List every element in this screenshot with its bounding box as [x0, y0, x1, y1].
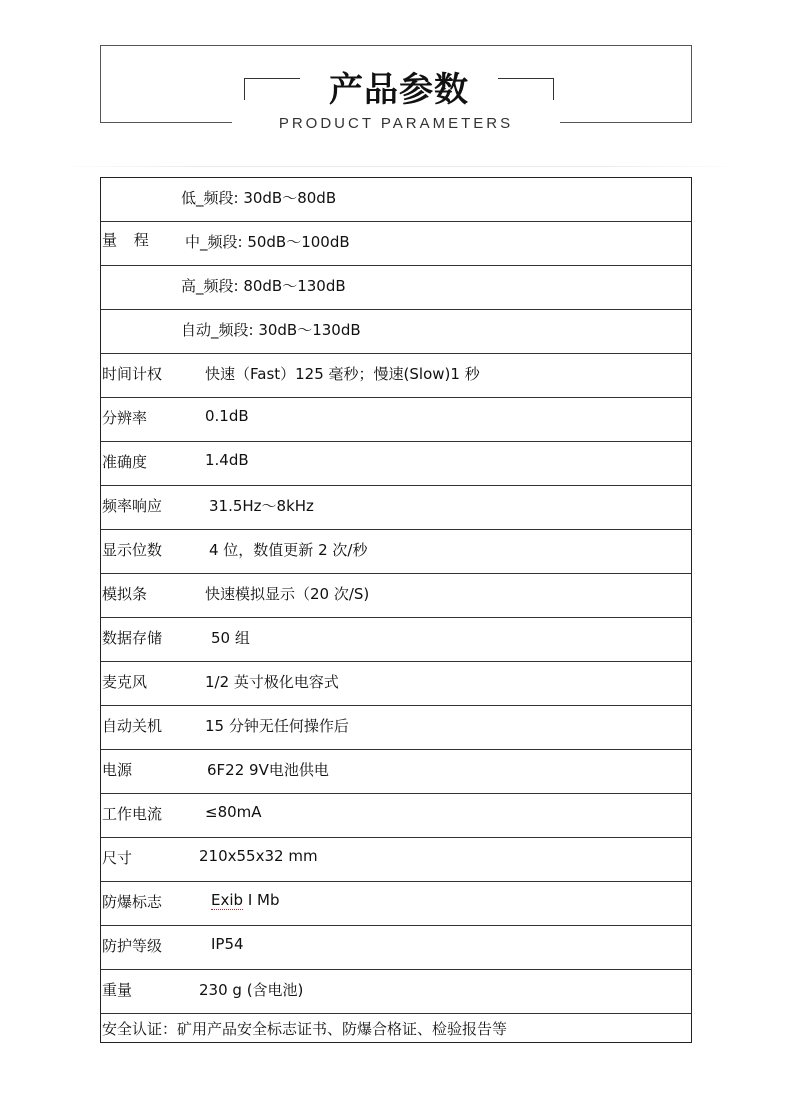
title-bracket-right: [498, 78, 554, 100]
table-row: [101, 266, 691, 310]
table-row: [101, 662, 691, 706]
table-row: [101, 706, 691, 750]
row-value: 210x55x32 mm: [199, 847, 318, 865]
table-row: [101, 750, 691, 794]
page-subtitle: PRODUCT PARAMETERS: [278, 115, 514, 132]
table-row: [101, 486, 691, 530]
row-label: 防护等级: [102, 937, 163, 955]
row-value: 1/2 英寸极化电容式: [205, 673, 339, 691]
table-row: [101, 442, 691, 486]
row-label: 工作电流: [102, 805, 163, 823]
row-value: 自动_频段: 30dB～130dB: [181, 321, 361, 339]
row-value: 230 g (含电池): [199, 981, 304, 999]
row-label: 重量: [102, 981, 133, 999]
row-value-rest: I Mb: [243, 891, 280, 909]
row-label: 防爆标志: [102, 893, 163, 911]
row-value: 1.4dB: [205, 451, 249, 469]
table-row: [101, 574, 691, 618]
row-value: 31.5Hz～8kHz: [209, 497, 314, 515]
row-value: 中_频段: 50dB～100dB: [185, 233, 350, 251]
spellcheck-marked-text: Exib: [211, 891, 244, 909]
row-value: 快速（Fast）125 毫秒；慢速(Slow)1 秒: [205, 365, 480, 383]
divider: [55, 166, 745, 167]
page-title: 产品参数: [329, 70, 469, 110]
table-row: [101, 222, 691, 266]
table-row: [101, 882, 691, 926]
row-label: 麦克风: [102, 673, 148, 691]
row-value: 快速模拟显示（20 次/S): [205, 585, 370, 603]
row-label: 数据存储: [102, 629, 163, 647]
row-label: 准确度: [102, 453, 148, 471]
row-value: ≤80mA: [205, 803, 262, 821]
table-row: [101, 1014, 691, 1042]
row-label: 频率响应: [102, 497, 163, 515]
table-row: [101, 354, 691, 398]
row-label: 模拟条: [102, 585, 148, 603]
row-label: 显示位数: [102, 541, 163, 559]
range-group-label: 量 程: [102, 231, 155, 249]
row-label: 分辨率: [102, 409, 148, 427]
row-value: 高_频段: 80dB～130dB: [181, 277, 346, 295]
row-value: 0.1dB: [205, 407, 249, 425]
row-value: 低_频段: 30dB～80dB: [181, 189, 337, 207]
table-row: [101, 530, 691, 574]
table-row: [101, 178, 691, 222]
table-row: [101, 838, 691, 882]
table-row: [101, 970, 691, 1014]
row-value: 50 组: [211, 629, 250, 647]
row-value: 15 分钟无任何操作后: [205, 717, 349, 735]
row-value: 6F22 9V电池供电: [207, 761, 329, 779]
table-row: [101, 794, 691, 838]
table-row: [101, 926, 691, 970]
table-row: [101, 310, 691, 354]
row-label: 时间计权: [102, 365, 163, 383]
row-value: [211, 891, 279, 909]
table-row: [101, 618, 691, 662]
row-label: 尺寸: [102, 849, 133, 867]
row-value: 4 位，数值更新 2 次/秒: [209, 541, 368, 559]
certification-text: 安全认证：矿用产品安全标志证书、防爆合格证、检验报告等: [102, 1020, 508, 1038]
table-row: [101, 398, 691, 442]
parameter-table: [100, 177, 692, 1043]
row-label: 电源: [102, 761, 133, 779]
row-value: IP54: [211, 935, 244, 953]
row-label: 自动关机: [102, 717, 163, 735]
title-bracket-left: [244, 78, 300, 100]
